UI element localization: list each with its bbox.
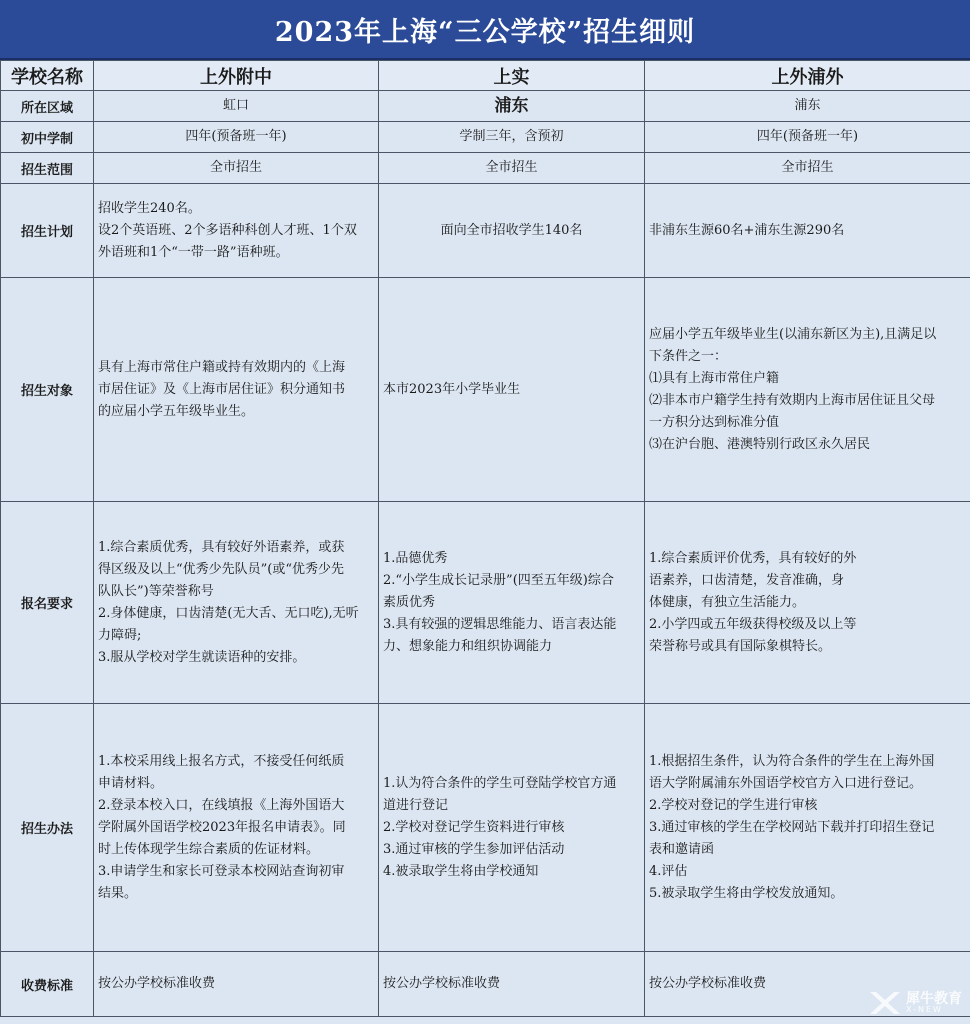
text-line: 道进行登记	[383, 797, 449, 813]
text-line: 应届小学五年级毕业生(以浦东新区为主),且满足以	[649, 326, 937, 342]
text-line: 1.认为符合条件的学生可登陆学校官方通	[383, 775, 617, 791]
row-label: 招生办法	[1, 704, 94, 952]
row-label: 招生计划	[1, 184, 94, 278]
row-scope	[1, 153, 970, 184]
text-line: 3.通过审核的学生参加评估活动	[383, 841, 565, 857]
text-line: ⑵非本市户籍学生持有效期内上海市居住证且父母	[649, 392, 936, 408]
plan-school-2: 面向全市招收学生140名	[379, 184, 645, 278]
page-title: 2023年上海“三公学校”招生细则	[0, 0, 970, 60]
text-line: 的应届小学五年级毕业生。	[98, 403, 255, 419]
text-line: 1.根据招生条件，认为符合条件的学生在上海外国	[649, 753, 935, 769]
text-line: 2.登录本校入口，在线填报《上海外国语大	[98, 797, 345, 813]
system-school-1: 四年(预备班一年)	[94, 122, 379, 153]
text-line: 2.小学四或五年级获得校级及以上等	[649, 616, 857, 632]
text-line: 学附属外国语学校2023年报名申请表》。同	[98, 819, 346, 835]
requirement-school-3	[645, 502, 970, 704]
text-line: 得区级及以上“优秀少先队员”(或“优秀少先	[98, 561, 345, 577]
text-line: 力障碍;	[98, 627, 142, 643]
text-line: 队队长”)等荣誉称号	[98, 583, 214, 599]
requirement-school-1	[94, 502, 379, 704]
row-label: 收费标准	[1, 952, 94, 1017]
fee-school-2: 按公办学校标准收费	[379, 952, 645, 1017]
rhino-x-icon	[868, 988, 902, 1018]
text-line: 3.服从学校对学生就读语种的安排。	[98, 649, 306, 665]
method-school-1	[94, 704, 379, 952]
text-line: 2.身体健康，口齿清楚(无大舌、无口吃),无听	[98, 605, 359, 621]
text-line: 表和邀请函	[649, 841, 715, 857]
text-line: 荣誉称号或具有国际象棋特长。	[649, 638, 832, 654]
text-line: 3.具有较强的逻辑思维能力、语言表达能	[383, 616, 617, 632]
text-line: 力、想象能力和组织协调能力	[383, 638, 553, 654]
header-school-1: 上外附中	[94, 61, 379, 91]
text-line: 市居住证》及《上海市居住证》积分通知书	[98, 381, 346, 397]
row-region	[1, 91, 970, 122]
text-line: 2.“小学生成长记录册”(四至五年级)综合	[383, 572, 614, 588]
watermark-en: X-NEW	[906, 1005, 943, 1014]
method-school-2	[379, 704, 645, 952]
watermark-logo	[868, 988, 962, 1018]
text-line: 1.品德优秀	[383, 550, 448, 566]
text-line: 一方积分达到标准分值	[649, 414, 780, 430]
header-school-3: 上外浦外	[645, 61, 970, 91]
row-label: 初中学制	[1, 122, 94, 153]
watermark-text	[906, 992, 962, 1014]
system-school-3: 四年(预备班一年)	[645, 122, 970, 153]
text-line: 4.被录取学生将由学校通知	[383, 863, 539, 879]
target-school-3	[645, 278, 970, 502]
text-line: ⑶在沪台胞、港澳特别行政区永久居民	[649, 436, 871, 452]
scope-school-2: 全市招生	[379, 153, 645, 184]
row-plan	[1, 184, 970, 278]
text-line: 外语班和1个“一带一路”语种班。	[98, 244, 289, 260]
text-line: 体健康，有独立生活能力。	[649, 594, 806, 610]
text-line: 语大学附属浦东外国语学校官方入口进行登记。	[649, 775, 923, 791]
region-school-3: 浦东	[645, 91, 970, 122]
text-line: 语素养，口齿清楚，发音准确，身	[649, 572, 845, 588]
plan-school-1	[94, 184, 379, 278]
text-line: 2.学校对登记的学生进行审核	[649, 797, 818, 813]
target-school-1	[94, 278, 379, 502]
fee-school-1: 按公办学校标准收费	[94, 952, 379, 1017]
text-line: 2.学校对登记学生资料进行审核	[383, 819, 565, 835]
scope-school-3: 全市招生	[645, 153, 970, 184]
text-line: 招收学生240名。	[98, 200, 201, 216]
watermark-cn: 犀牛教育	[906, 991, 962, 1007]
method-school-3	[645, 704, 970, 952]
row-label: 招生对象	[1, 278, 94, 502]
row-method	[1, 704, 970, 952]
target-school-2: 本市2023年小学毕业生	[379, 278, 645, 502]
text-line: 5.被录取学生将由学校发放通知。	[649, 885, 844, 901]
header-school-name: 学校名称	[1, 61, 94, 91]
row-label: 报名要求	[1, 502, 94, 704]
header-row	[1, 61, 970, 91]
row-fee	[1, 952, 970, 1017]
row-target	[1, 278, 970, 502]
row-label: 招生范围	[1, 153, 94, 184]
text-line: 结果。	[98, 885, 138, 901]
text-line: 3.通过审核的学生在学校网站下载并打印招生登记	[649, 819, 935, 835]
row-system	[1, 122, 970, 153]
text-line: 3.申请学生和家长可登录本校网站查询初审	[98, 863, 345, 879]
text-line: 素质优秀	[383, 594, 436, 610]
text-line: 设2个英语班、2个多语种科创人才班、1个双	[98, 222, 357, 238]
admission-table	[0, 60, 970, 1017]
text-line: 时上传体现学生综合素质的佐证材料。	[98, 841, 320, 857]
text-line: 1.综合素质评价优秀，具有较好的外	[649, 550, 857, 566]
region-school-1: 虹口	[94, 91, 379, 122]
plan-school-3: 非浦东生源60名+浦东生源290名	[645, 184, 970, 278]
row-requirement	[1, 502, 970, 704]
text-line: 1.本校采用线上报名方式，不接受任何纸质	[98, 753, 345, 769]
text-line: ⑴具有上海市常住户籍	[649, 370, 780, 386]
scope-school-1: 全市招生	[94, 153, 379, 184]
text-line: 申请材料。	[98, 775, 164, 791]
text-line: 具有上海市常住户籍或持有效期内的《上海	[98, 359, 346, 375]
region-school-2: 浦东	[379, 91, 645, 122]
row-label: 所在区域	[1, 91, 94, 122]
fee-school-3: 按公办学校标准收费	[645, 952, 970, 1017]
text-line: 4.评估	[649, 863, 688, 879]
text-line: 下条件之一：	[649, 348, 728, 364]
requirement-school-2	[379, 502, 645, 704]
text-line: 1.综合素质优秀，具有较好外语素养，或获	[98, 539, 345, 555]
header-school-2: 上实	[379, 61, 645, 91]
system-school-2: 学制三年，含预初	[379, 122, 645, 153]
